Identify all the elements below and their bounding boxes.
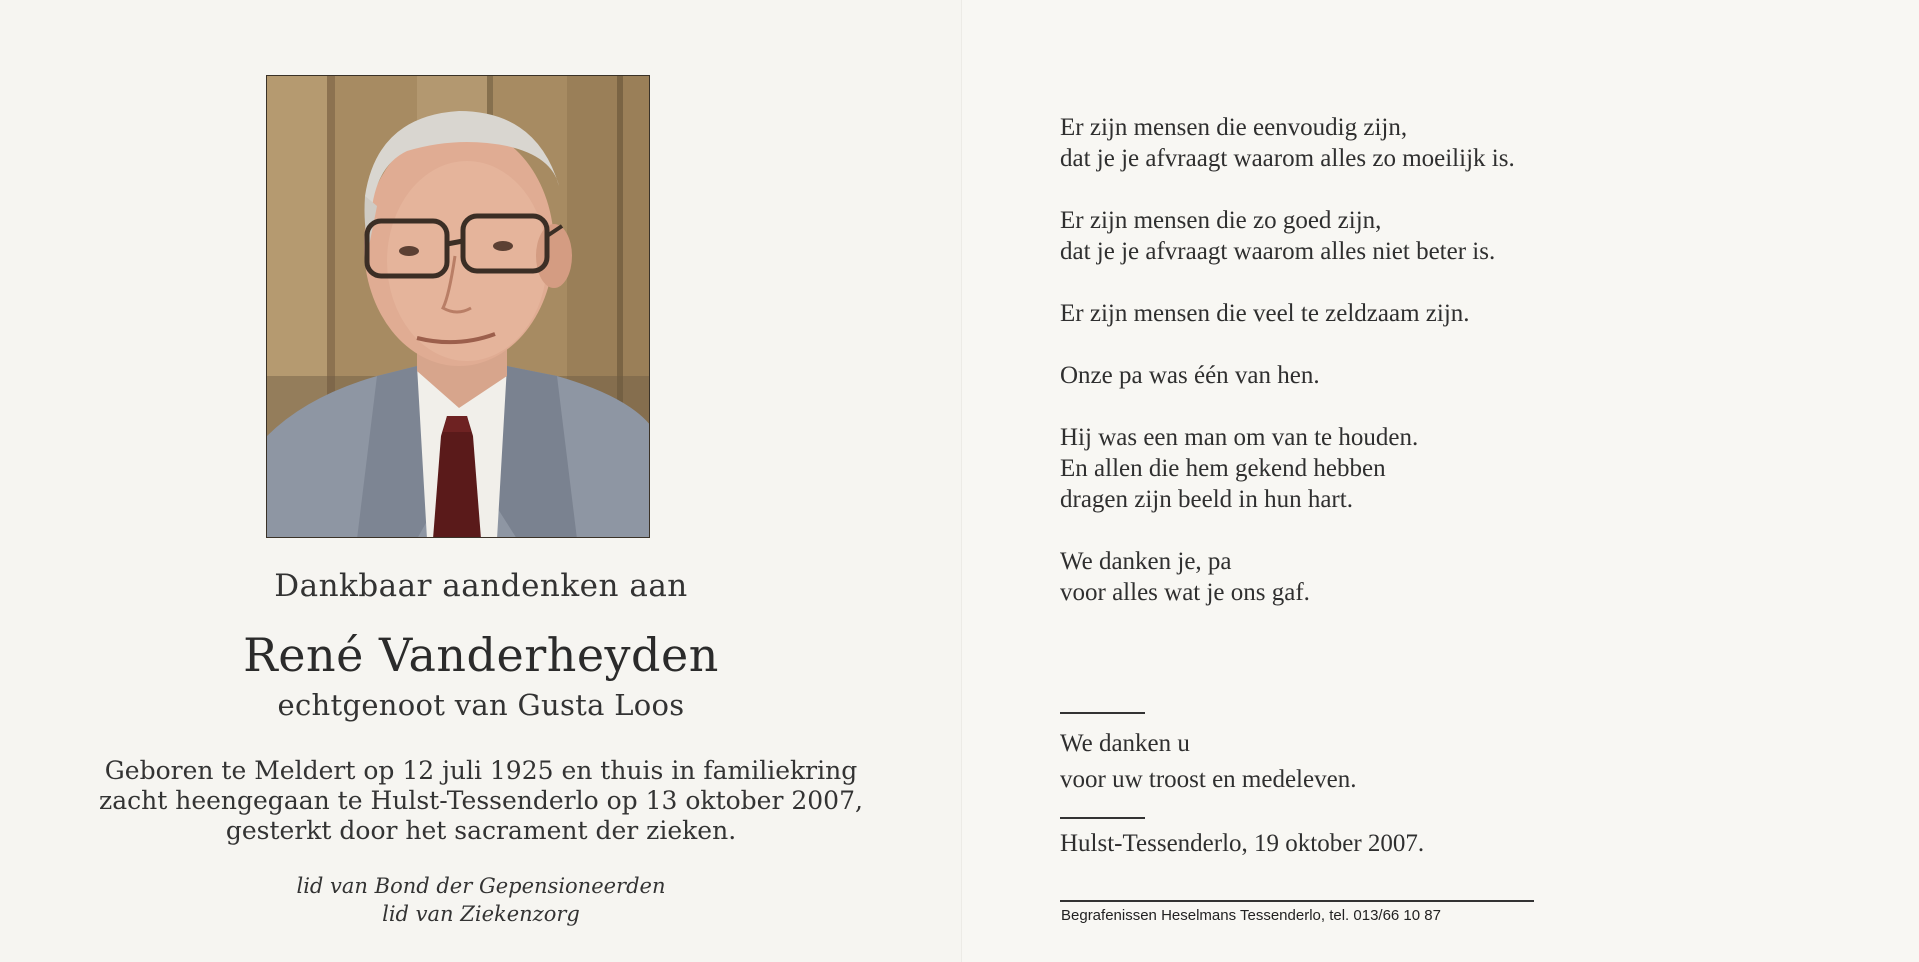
poem-stanza bbox=[1060, 298, 1515, 329]
poem-line: Er zijn mensen die veel te zeldzaam zijn. bbox=[1060, 300, 1470, 327]
memorial-poem bbox=[1060, 112, 1515, 639]
portrait-photo bbox=[266, 75, 650, 538]
spouse-line: echtgenoot van Gusta Loos bbox=[277, 688, 685, 722]
bio-line: gesterkt door het sacrament der zieken. bbox=[225, 816, 737, 845]
footer-rule bbox=[1060, 900, 1534, 902]
memberships bbox=[0, 872, 962, 928]
poem-stanza bbox=[1060, 112, 1515, 174]
poem-line: dat je je afvraagt waarom alles niet beter is. bbox=[1060, 238, 1496, 265]
biography bbox=[0, 756, 962, 846]
poem-line: Hij was een man om van te houden. bbox=[1060, 424, 1419, 451]
poem-line: voor alles wat je ons gaf. bbox=[1060, 579, 1310, 606]
poem-stanza bbox=[1060, 360, 1515, 391]
poem-line: Er zijn mensen die zo goed zijn, bbox=[1060, 207, 1382, 234]
undertaker-credit: Begrafenissen Heselmans Tessenderlo, tel. 013/66 10 87 bbox=[1061, 907, 1441, 924]
bio-line: Geboren te Meldert op 12 juli 1925 en thuis in familiekring bbox=[104, 756, 858, 785]
poem-stanza bbox=[1060, 422, 1515, 515]
membership-line: lid van Bond der Gepensioneerden bbox=[296, 874, 666, 898]
poem-line: We danken je, pa bbox=[1060, 548, 1232, 575]
poem-line: dat je je afvraagt waarom alles zo moeilijk is. bbox=[1060, 145, 1515, 172]
membership-line: lid van Ziekenzorg bbox=[382, 902, 580, 926]
poem-line: Er zijn mensen die eenvoudig zijn, bbox=[1060, 114, 1408, 141]
divider-bottom bbox=[1060, 817, 1145, 819]
thanks-line: voor uw troost en medeleven. bbox=[1060, 766, 1357, 793]
poem-line: Onze pa was één van hen. bbox=[1060, 362, 1320, 389]
thanks-line: We danken u bbox=[1060, 730, 1190, 757]
bio-line: zacht heengegaan te Hulst-Tessenderlo op 13 oktober 2007, bbox=[99, 786, 863, 815]
poem-line: En allen die hem gekend hebben bbox=[1060, 455, 1386, 482]
place-date: Hulst-Tessenderlo, 19 oktober 2007. bbox=[1060, 830, 1425, 857]
portrait-illustration bbox=[267, 76, 650, 538]
poem-stanza bbox=[1060, 205, 1515, 267]
deceased-name: René Vanderheyden bbox=[243, 628, 719, 682]
poem-line: dragen zijn beeld in hun hart. bbox=[1060, 486, 1353, 513]
divider-top bbox=[1060, 712, 1145, 714]
dedication-heading: Dankbaar aandenken aan bbox=[274, 568, 688, 604]
poem-stanza bbox=[1060, 546, 1515, 608]
